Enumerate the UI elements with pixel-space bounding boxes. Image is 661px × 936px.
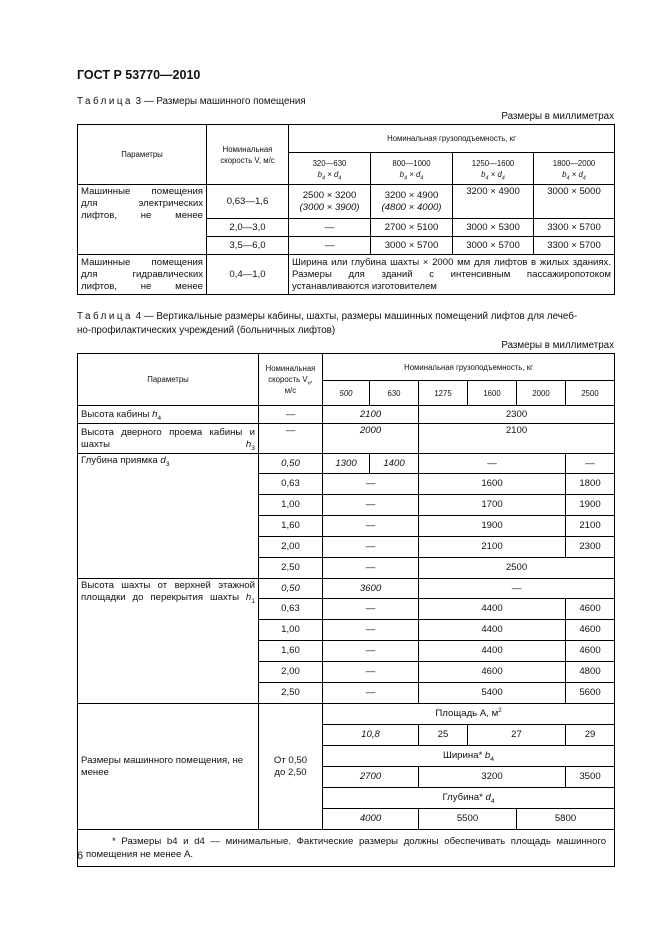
table-cell: — <box>323 620 419 641</box>
table-cell: 2700 × 5100 <box>371 219 453 237</box>
table4-row-door-height: Высота дверного проема кабины и шахты $h_3$ <box>78 424 259 454</box>
table4-col-header: 2000 <box>517 381 566 406</box>
table-cell: 0,63 <box>259 474 323 495</box>
table-cell: 2300 <box>419 406 615 424</box>
table4-depth-header: Глубина* $d_4$ <box>323 788 615 809</box>
table4-col-header: 2500 <box>566 381 615 406</box>
table-cell: 4600 <box>419 662 566 683</box>
table3-label: Таблица <box>77 96 133 107</box>
table4-row-machine-room: Размеры машинного помещения, не менее <box>78 704 259 830</box>
table-cell: 2500 × 3200 (3000 × 3900) <box>289 185 371 219</box>
table-cell: — <box>323 537 419 558</box>
table-cell: 1900 <box>419 516 566 537</box>
table-cell: 2100 <box>419 424 615 454</box>
table-cell: 4400 <box>419 599 566 620</box>
table-cell: 1,60 <box>259 516 323 537</box>
table-cell: 4000 <box>323 809 419 830</box>
table-cell: 4600 <box>566 641 615 662</box>
table-cell: 4400 <box>419 641 566 662</box>
table-cell: 2700 <box>323 767 419 788</box>
table-cell: — <box>323 641 419 662</box>
table4-width-header: Ширина* $b_4$ <box>323 746 615 767</box>
table3-caption <box>77 95 306 109</box>
table-cell: — <box>419 454 566 474</box>
table-cell: 3000 × 5300 <box>453 219 534 237</box>
table-cell: 2,50 <box>259 558 323 579</box>
table-cell: 29 <box>566 725 615 746</box>
table-cell: 1900 <box>566 495 615 516</box>
table4-area-header: Площадь А, $м^2$ <box>323 704 615 725</box>
table-cell: От 0,50 до 2,50 <box>259 704 323 830</box>
table3-header-speed: Номинальная скорость V, м/с <box>207 125 289 185</box>
table3-row-hydraulic-label: Машинные помещения для гидравлических лифтов, не менее <box>78 255 207 295</box>
table-cell: — <box>566 454 615 474</box>
table3-col-header: 320—630 $b_4 \times d_4$ <box>289 153 371 185</box>
table-cell: — <box>323 599 419 620</box>
table3-header-load: Номинальная грузоподъемность, кг <box>289 125 615 153</box>
table4-row-cabin-height: Высота кабины $h_4$ <box>78 406 259 424</box>
table-cell: 1,60 <box>259 641 323 662</box>
table3-number: 3 <box>135 96 142 107</box>
table-cell: 3200 <box>419 767 566 788</box>
table-cell: 1,00 <box>259 620 323 641</box>
table-cell: 2,00 <box>259 537 323 558</box>
table-cell: 3000 × 5700 <box>371 237 453 255</box>
table4-footnote: * Размеры b4 и d4 — минимальные. Фактические размеры должны обеспечивать площадь машинного помещения не менее А. <box>78 830 615 867</box>
table-cell: — <box>323 516 419 537</box>
table-cell: 27 <box>468 725 566 746</box>
table4-col-header: 500 <box>323 381 370 406</box>
table3-row-electric-label: Машинные помещения для электрических лифтов, не менее <box>78 185 207 255</box>
table-cell: 2100 <box>419 537 566 558</box>
table-cell: 2,0—3,0 <box>207 219 289 237</box>
table4-caption <box>77 310 577 338</box>
table-cell: 3200 × 4900 (4800 × 4000) <box>371 185 453 219</box>
table-cell: 2100 <box>566 516 615 537</box>
table-cell: — <box>323 474 419 495</box>
table4 <box>77 353 615 867</box>
table-cell: 1700 <box>419 495 566 516</box>
table-cell: — <box>323 662 419 683</box>
table-cell: 0,50 <box>259 454 323 474</box>
table-cell: 3,5—6,0 <box>207 237 289 255</box>
table3-units-note: Размеры в миллиметрах <box>501 111 614 122</box>
table-cell: 2100 <box>323 406 419 424</box>
table-cell: 3000 × 5700 <box>453 237 534 255</box>
table-cell: 2300 <box>566 537 615 558</box>
table-cell: 4800 <box>566 662 615 683</box>
table-cell: 1400 <box>370 454 419 474</box>
table3-header-params: Параметры <box>78 125 207 185</box>
table3-title: — Размеры машинного помещения <box>143 96 306 107</box>
table-cell: 1800 <box>566 474 615 495</box>
table-cell: 0,50 <box>259 579 323 599</box>
table-cell: 0,63 <box>259 599 323 620</box>
table3-col-header: 800—1000 $b_4 \times d_4$ <box>371 153 453 185</box>
table3-col-header: 1250—1600 $b_4 \times d_4$ <box>453 153 534 185</box>
table-cell: 0,63—1,6 <box>207 185 289 219</box>
table4-header-load: Номинальная грузоподъемность, кг <box>323 354 615 381</box>
table3-col-header: 1800—2000 $b_4 \times d_4$ <box>534 153 615 185</box>
table-cell: — <box>289 219 371 237</box>
table-cell: 3300 × 5700 <box>534 219 615 237</box>
table4-units-note: Размеры в миллиметрах <box>501 340 614 351</box>
table-cell: 10,8 <box>323 725 419 746</box>
table4-title-line2: но-профилактических учреждений (больничных лифтов) <box>77 325 336 336</box>
table4-col-header: 1275 <box>419 381 468 406</box>
table3-hydraulic-note: Ширина или глубина шахты × 2000 мм для лифтов в жилых зданиях. Размеры для зданий с интенсивным пассажиропотоком устанавливаются изготовителем <box>289 255 615 295</box>
table-cell: 2,50 <box>259 683 323 704</box>
page-number: 6 <box>77 850 84 862</box>
table-cell: 5600 <box>566 683 615 704</box>
table-cell: 5800 <box>517 809 615 830</box>
table-cell: 1,00 <box>259 495 323 516</box>
table-cell: 3500 <box>566 767 615 788</box>
table-cell: 4600 <box>566 599 615 620</box>
table-cell: — <box>323 683 419 704</box>
table-cell: 0,4—1,0 <box>207 255 289 295</box>
table4-title-line1: — Вертикальные размеры кабины, шахты, размеры машинных помещений лифтов для лечеб- <box>143 311 578 322</box>
table-cell: — <box>419 579 615 599</box>
table-cell: 5400 <box>419 683 566 704</box>
table4-row-pit-depth: Глубина приямка $d_3$ <box>78 454 259 579</box>
table-cell: 1600 <box>419 474 566 495</box>
table-cell: — <box>259 424 323 454</box>
table4-number: 4 <box>135 311 142 322</box>
table-cell: — <box>323 558 419 579</box>
table-cell: 3000 × 5000 <box>534 185 615 219</box>
table4-header-params: Параметры <box>78 354 259 406</box>
table4-label: Таблица <box>77 311 133 322</box>
table4-row-shaft-height: Высота шахты от верхней этажной площадки до перекрытия шахты $h_1$ <box>78 579 259 704</box>
table-cell: 25 <box>419 725 468 746</box>
table-cell: 1300 <box>323 454 370 474</box>
table4-col-header: 1600 <box>468 381 517 406</box>
table-cell: 3200 × 4900 <box>453 185 534 219</box>
table3 <box>77 124 615 295</box>
table-cell: 4400 <box>419 620 566 641</box>
table4-header-speed: Номинальная скорость $V_н$, м/с <box>259 354 323 406</box>
table-cell: — <box>259 406 323 424</box>
table-cell: 2,00 <box>259 662 323 683</box>
table-cell: 3300 × 5700 <box>534 237 615 255</box>
table-cell: 3600 <box>323 579 419 599</box>
table-cell: — <box>323 495 419 516</box>
document-title: ГОСТ Р 53770—2010 <box>77 68 201 82</box>
table-cell: 4600 <box>566 620 615 641</box>
table-cell: 2000 <box>323 424 419 454</box>
table4-col-header: 630 <box>370 381 419 406</box>
table-cell: 5500 <box>419 809 517 830</box>
table-cell: — <box>289 237 371 255</box>
table-cell: 2500 <box>419 558 615 579</box>
